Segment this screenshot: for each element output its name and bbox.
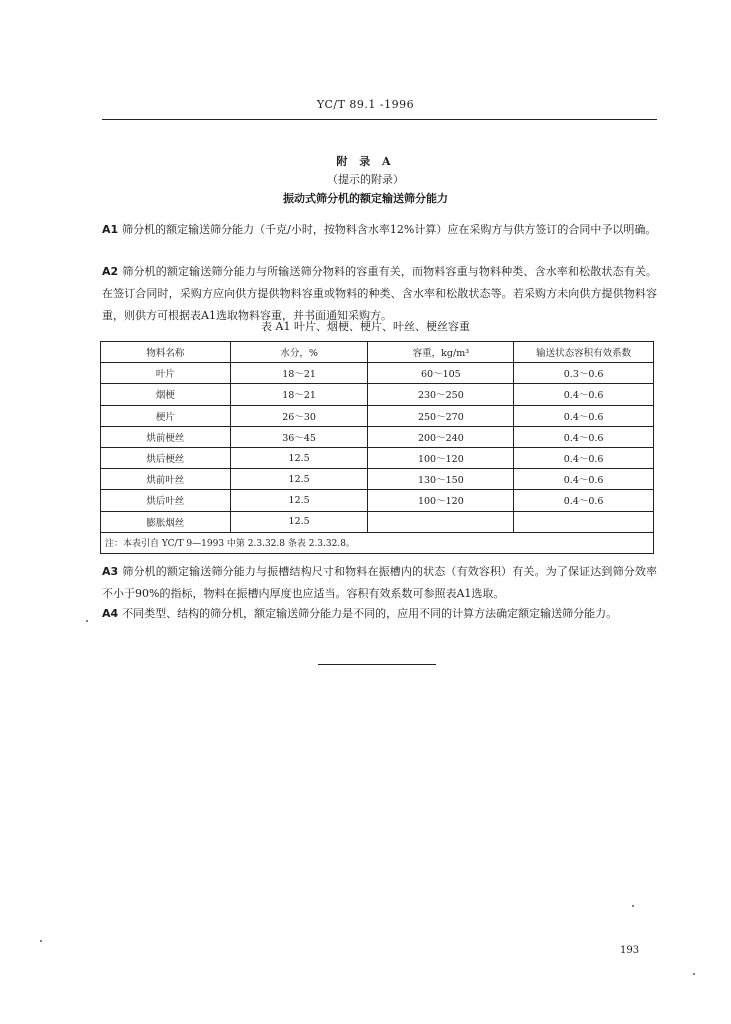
scan-speck (86, 620, 88, 622)
table-cell: 0.4～0.6 (514, 490, 654, 511)
table-row (101, 363, 654, 384)
table-cell: 0.4～0.6 (514, 426, 654, 447)
table-row (101, 511, 654, 532)
table-row (101, 384, 654, 405)
appendix-title: 附 录 A (336, 155, 395, 168)
table-row (101, 490, 654, 511)
density-table (100, 341, 654, 554)
table-row (101, 447, 654, 468)
page-number: 193 (620, 945, 640, 956)
standard-code: YC/T 89.1 -1996 (316, 98, 415, 111)
table-cell: 18～21 (230, 363, 368, 384)
table-cell: 烘后梗丝 (101, 447, 231, 468)
column-header: 物料名称 (101, 342, 231, 363)
table-cell: 0.4～0.6 (514, 384, 654, 405)
table-header-row (101, 342, 654, 363)
table-cell: 250～270 (368, 405, 514, 426)
table-cell: 0.4～0.6 (514, 469, 654, 490)
table-cell: 梗片 (101, 405, 231, 426)
paragraph-label: A4 (102, 607, 119, 620)
table-cell: 烘后叶丝 (101, 490, 231, 511)
paragraph-text: 筛分机的额定输送筛分能力（千克/小时，按物料含水率12%计算）应在采购方与供方签订的合同中予以明确。 (122, 223, 657, 236)
table-cell: 0.4～0.6 (514, 447, 654, 468)
appendix-heading: 振动式筛分机的额定输送筛分能力 (283, 192, 448, 205)
table-cell: 12.5 (230, 490, 368, 511)
table-cell: 230～250 (368, 384, 514, 405)
table-row (101, 469, 654, 490)
paragraph-a4 (102, 603, 657, 625)
table-cell (514, 511, 654, 532)
paragraph-text: 筛分机的额定输送筛分能力与所输送筛分物料的容重有关，而物料容重与物料种类、含水率和松散状态有关。在签订合同时，采购方应向供方提供物料容重或物料的种类、含水率和松散状态等。若采购方未向供方提供物料容重，则供方可根据表A1选取物料容重，并书面通知采购方。 (102, 265, 657, 322)
table-cell: 18～21 (230, 384, 368, 405)
paragraph-label: A2 (102, 265, 119, 278)
paragraph-text: 不同类型、结构的筛分机，额定输送筛分能力是不同的，应用不同的计算方法确定额定输送筛分能力。 (122, 607, 618, 620)
table-note-row (101, 532, 654, 553)
table-cell: 12.5 (230, 469, 368, 490)
table-row (101, 426, 654, 447)
table-cell: 200～240 (368, 426, 514, 447)
table-row (101, 405, 654, 426)
table-caption: 表 A1 叶片、烟梗、梗片、叶丝、梗丝容重 (261, 320, 470, 333)
table-cell: 烟梗 (101, 384, 231, 405)
table-cell: 0.4～0.6 (514, 405, 654, 426)
table-cell: 130～150 (368, 469, 514, 490)
paragraph-text: 筛分机的额定输送筛分能力与振槽结构尺寸和物料在振槽内的状态（有效容积）有关。为了保证达到筛分效率不小于90%的指标，物料在振槽内厚度也应适当。容积有效系数可参照表A1选取。 (102, 565, 657, 600)
table-cell: 0.3～0.6 (514, 363, 654, 384)
table-cell: 烘前叶丝 (101, 469, 231, 490)
paragraph-label: A1 (102, 223, 119, 236)
appendix-subtitle: （提示的附录） (327, 173, 404, 186)
column-header: 水分，% (230, 342, 368, 363)
paragraph-a3 (102, 561, 657, 605)
paragraph-label: A3 (102, 565, 119, 578)
table-cell: 膨胀烟丝 (101, 511, 231, 532)
table-note: 注：本表引自 YC/T 9—1993 中第 2.3.32.8 条表 2.3.32.8。 (101, 532, 654, 553)
scan-speck (40, 940, 42, 942)
scan-speck (693, 973, 695, 975)
scan-speck (632, 905, 634, 907)
table-cell: 60～105 (368, 363, 514, 384)
end-rule (318, 664, 436, 665)
table-cell: 烘前梗丝 (101, 426, 231, 447)
paragraph-a1 (102, 219, 657, 241)
table-cell: 100～120 (368, 490, 514, 511)
table-cell: 12.5 (230, 447, 368, 468)
column-header: 输送状态容积有效系数 (514, 342, 654, 363)
table-cell: 100～120 (368, 447, 514, 468)
column-header: 容重，kg/m³ (368, 342, 514, 363)
table-cell: 26～30 (230, 405, 368, 426)
table-cell (368, 511, 514, 532)
table-cell: 36～45 (230, 426, 368, 447)
header-rule (102, 119, 657, 120)
table-cell: 叶片 (101, 363, 231, 384)
table-cell: 12.5 (230, 511, 368, 532)
